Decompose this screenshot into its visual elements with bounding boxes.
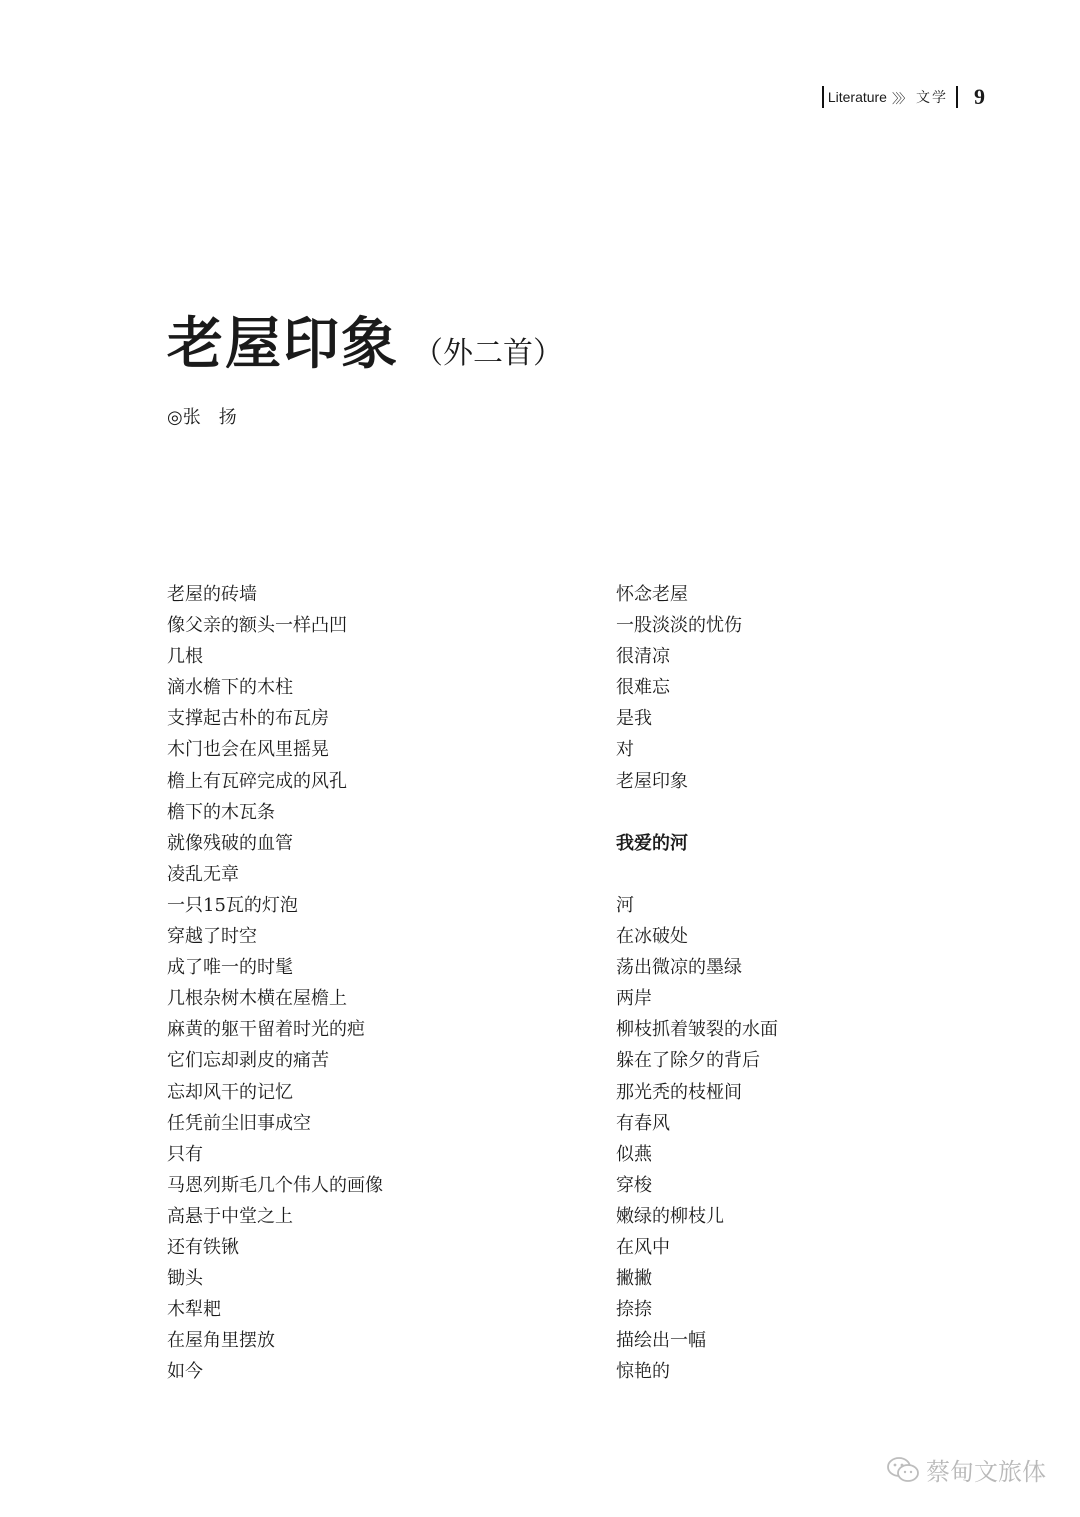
poem-line: 穿越了时空 xyxy=(167,926,257,948)
section-name-en: Literature xyxy=(827,89,887,105)
author-byline: ◎张 扬 xyxy=(167,407,237,428)
wechat-icon xyxy=(886,1456,920,1484)
poem-line: 忘却风干的记忆 xyxy=(167,1081,293,1103)
running-header xyxy=(822,84,985,110)
poem-line: 老屋印象 xyxy=(616,770,688,792)
poem-line: 它们忘却剥皮的痛苦 xyxy=(167,1050,329,1072)
poem-line: 在风中 xyxy=(616,1236,670,1258)
poem-line: 凌乱无章 xyxy=(167,863,239,885)
poem-line: 老屋的砖墙 xyxy=(167,584,257,605)
poem-line: 惊艳的 xyxy=(616,1361,670,1383)
chevron-icon: 〉〉〉 xyxy=(891,91,909,107)
poem-line: 马恩列斯毛几个伟人的画像 xyxy=(167,1174,383,1196)
watermark-text: 蔡甸文旅体 xyxy=(926,1458,1046,1486)
poem-line: 滴水檐下的木柱 xyxy=(167,677,293,699)
poem-line: 似燕 xyxy=(616,1143,652,1165)
poem-line: 几根 xyxy=(167,646,203,668)
poem-line: 任凭前尘旧事成空 xyxy=(167,1112,311,1134)
poem-line: 在屋角里摆放 xyxy=(167,1330,275,1352)
poem-line: 麻黄的躯干留着时光的疤 xyxy=(167,1019,365,1041)
poem-line: 穿梭 xyxy=(616,1174,652,1196)
poem-line: 怀念老屋 xyxy=(616,584,688,605)
poem-line: 像父亲的额头一样凸凹 xyxy=(167,615,347,637)
watermark xyxy=(886,1452,1046,1487)
article-title: 老屋印象 xyxy=(167,311,399,377)
poem-line: 还有铁锹 xyxy=(167,1236,239,1258)
poem-line: 一股淡淡的忧伤 xyxy=(616,615,742,637)
poem-line: 檐下的木瓦条 xyxy=(167,801,275,823)
poem-line: 几根杂树木横在屋檐上 xyxy=(167,988,347,1010)
poem-line: 木犁耙 xyxy=(167,1299,221,1321)
poem-column-left xyxy=(167,579,567,1387)
poem-line: 檐上有瓦碎完成的风孔 xyxy=(167,770,347,792)
poem-line: 在冰破处 xyxy=(616,926,688,948)
blank-line xyxy=(616,797,996,828)
poem-line: 柳枝抓着皱裂的水面 xyxy=(616,1019,778,1041)
poem-line: 高悬于中堂之上 xyxy=(167,1205,293,1227)
header-divider-bar xyxy=(822,86,824,108)
page-number: 9 xyxy=(974,84,985,109)
poem-line: 支撑起古朴的布瓦房 xyxy=(167,708,329,730)
poem-line: 两岸 xyxy=(616,988,652,1010)
poem-line: 一只15瓦的灯泡 xyxy=(167,894,298,916)
article-title-block xyxy=(167,300,563,380)
blank-line xyxy=(616,859,996,890)
article-subtitle: （外二首） xyxy=(413,336,563,371)
poem-line: 那光秃的枝桠间 xyxy=(616,1081,742,1103)
header-divider-bar xyxy=(956,86,958,108)
poem-line: 捺捺 xyxy=(616,1299,652,1321)
poem-line: 嫩绿的柳枝儿 xyxy=(616,1205,724,1227)
poem-line: 有春风 xyxy=(616,1112,670,1134)
poem-line: 如今 xyxy=(167,1361,203,1383)
poem-subtitle: 我爱的河 xyxy=(616,832,688,854)
poem-line: 锄头 xyxy=(167,1268,203,1290)
poem-line: 成了唯一的时髦 xyxy=(167,957,293,979)
poem-line: 是我 xyxy=(616,708,652,730)
poem-line: 很难忘 xyxy=(616,677,670,699)
poem-line: 木门也会在风里摇晃 xyxy=(167,739,329,761)
section-name-cn: 文学 xyxy=(916,90,948,106)
poem-column-right xyxy=(616,579,996,1387)
poem-line: 就像残破的血管 xyxy=(167,832,293,854)
poem-line: 对 xyxy=(616,739,634,761)
poem-line: 只有 xyxy=(167,1143,203,1165)
poem-line: 撇撇 xyxy=(616,1268,652,1290)
poem-line: 荡出微凉的墨绿 xyxy=(616,957,742,979)
poem-line: 躲在了除夕的背后 xyxy=(616,1050,760,1072)
poem-line: 河 xyxy=(616,894,634,916)
poem-line: 描绘出一幅 xyxy=(616,1330,706,1352)
poem-line: 很清凉 xyxy=(616,646,670,668)
